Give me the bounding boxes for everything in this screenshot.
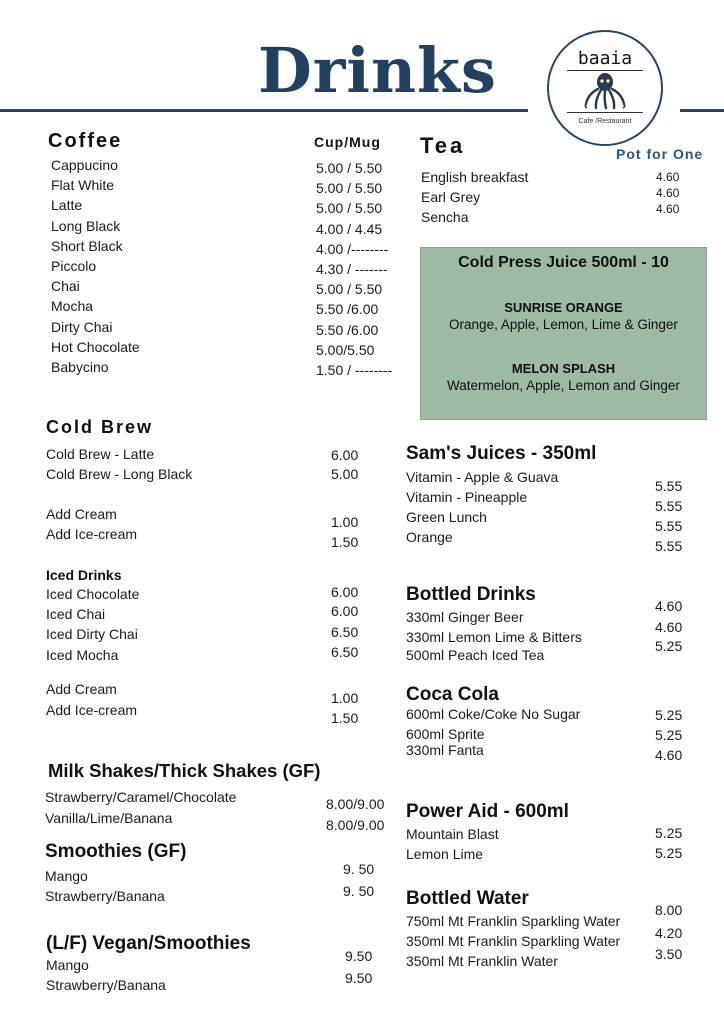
octopus-icon bbox=[582, 70, 628, 110]
cold-brew-heading: Cold Brew bbox=[46, 417, 154, 437]
page-title: Drinks bbox=[258, 34, 497, 107]
menu-item-price: 8.00/9.00 bbox=[326, 796, 385, 812]
menu-item-name: Mountain Blast bbox=[406, 826, 499, 842]
menu-item-name: Chai bbox=[51, 278, 80, 295]
menu-item-name: Cappucino bbox=[51, 157, 118, 173]
menu-item-name: Strawberry/Caramel/Chocolate bbox=[45, 789, 237, 805]
coffee-heading: Coffee bbox=[48, 130, 123, 152]
menu-item-name: Vitamin - Apple & Guava bbox=[406, 469, 559, 485]
menu-item-price: 5.55 bbox=[655, 518, 683, 534]
menu-item-name: Cold Brew - Latte bbox=[46, 446, 155, 462]
menu-item-price: 1.50 / -------- bbox=[316, 362, 393, 378]
menu-item-name: 350ml Mt Franklin Water bbox=[406, 953, 558, 969]
menu-item-name: 330ml Ginger Beer bbox=[406, 609, 524, 625]
menu-item-name: Hot Chocolate bbox=[51, 338, 140, 355]
menu-item-name: Sencha bbox=[421, 209, 469, 225]
menu-item-name: Iced Dirty Chai bbox=[46, 626, 138, 642]
menu-item-price: 5.55 bbox=[655, 498, 683, 514]
menu-item-price: 1.00 bbox=[331, 690, 359, 706]
menu-item-name: Iced Chocolate bbox=[46, 586, 140, 602]
menu-item-price: 5.25 bbox=[655, 845, 683, 861]
coffee-cup-mug-header: Cup/Mug bbox=[314, 134, 381, 150]
menu-item-name: Piccolo bbox=[51, 258, 97, 274]
cold-press-juice-box bbox=[420, 247, 707, 420]
menu-item-name: 600ml Sprite bbox=[406, 726, 485, 742]
menu-item-name: Strawberry/Banana bbox=[46, 977, 166, 993]
bottled-water-heading: Bottled Water bbox=[406, 888, 529, 909]
menu-item-price: 5.00 / 5.50 bbox=[316, 180, 383, 197]
juice-name: MELON SPLASH bbox=[511, 361, 616, 376]
menu-item-name: Strawberry/Banana bbox=[45, 888, 165, 904]
menu-item-price: 5.00 / 5.50 bbox=[316, 281, 383, 298]
menu-item-price: 4.00 / 4.45 bbox=[316, 220, 383, 237]
menu-item-name: Lemon Lime bbox=[406, 846, 484, 862]
logo-rule-bottom bbox=[567, 112, 643, 113]
header-rule-left bbox=[0, 109, 528, 112]
menu-item-name: Mango bbox=[46, 957, 89, 973]
header-rule-right bbox=[680, 109, 724, 112]
menu-item-price: 4.20 bbox=[655, 925, 683, 941]
menu-item-price: 5.25 bbox=[655, 707, 683, 723]
menu-item-name: Add Ice-cream bbox=[46, 702, 138, 718]
menu-item-price: 1.00 bbox=[331, 514, 359, 530]
menu-item-price: 1.50 bbox=[331, 534, 359, 550]
menu-item-name: Dirty Chai bbox=[51, 318, 113, 335]
menu-item-name: English breakfast bbox=[421, 169, 529, 185]
menu-item-name: Green Lunch bbox=[406, 509, 487, 525]
menu-item-name: Iced Mocha bbox=[46, 647, 119, 663]
menu-item-name: Mocha bbox=[51, 298, 94, 315]
menu-item-price: 4.60 bbox=[656, 170, 680, 184]
menu-item-price: 8.00/9.00 bbox=[326, 817, 385, 833]
menu-item-name: 330ml Fanta bbox=[406, 742, 484, 758]
menu-item-name: Vitamin - Pineapple bbox=[406, 489, 528, 505]
menu-item-name: Iced Chai bbox=[46, 606, 106, 622]
menu-item-name: Add Cream bbox=[46, 681, 117, 697]
menu-item-price: 5.55 bbox=[655, 478, 683, 494]
menu-item-price: 4.60 bbox=[656, 186, 680, 200]
menu-item-price: 4.60 bbox=[655, 619, 683, 635]
menu-item-price: 6.50 bbox=[331, 644, 359, 660]
sams-juices-heading: Sam's Juices - 350ml bbox=[406, 443, 597, 464]
menu-item-price: 4.60 bbox=[655, 598, 683, 614]
logo-subtitle: Cafe /Restaurant bbox=[578, 118, 632, 125]
menu-item-name: Mango bbox=[45, 868, 88, 884]
tea-pot-for-one: Pot for One bbox=[616, 146, 704, 162]
menu-item-price: 9.50 bbox=[345, 948, 373, 964]
menu-item-name: 350ml Mt Franklin Sparkling Water bbox=[406, 933, 621, 949]
menu-item-name: 750ml Mt Franklin Sparkling Water bbox=[406, 913, 621, 929]
menu-item-price: 9. 50 bbox=[343, 883, 375, 899]
tea-heading: Tea bbox=[420, 133, 466, 158]
menu-item-price: 5.50 /6.00 bbox=[316, 321, 379, 338]
menu-item-name: Short Black bbox=[51, 237, 123, 254]
milkshakes-heading: Milk Shakes/Thick Shakes (GF) bbox=[48, 760, 321, 781]
menu-item-name: Add Cream bbox=[46, 506, 117, 522]
menu-item-price: 5.00 / 5.50 bbox=[316, 160, 383, 176]
menu-item-price: 5.55 bbox=[655, 538, 683, 554]
menu-item-price: 5.00/5.50 bbox=[316, 341, 375, 358]
menu-item-name: Earl Grey bbox=[421, 189, 481, 205]
iced-drinks-heading: Iced Drinks bbox=[46, 567, 122, 583]
restaurant-logo bbox=[547, 30, 663, 146]
menu-item-price: 5.25 bbox=[655, 825, 683, 841]
powerade-heading: Power Aid - 600ml bbox=[406, 801, 569, 822]
menu-item-name: Add Ice-cream bbox=[46, 526, 138, 542]
menu-item-name: Flat White bbox=[51, 177, 115, 194]
juice-description: Orange, Apple, Lemon, Lime & Ginger bbox=[449, 317, 678, 332]
menu-item-price: 5.00 / 5.50 bbox=[316, 200, 383, 217]
menu-item-name: Long Black bbox=[51, 217, 121, 234]
menu-item-name: 500ml Peach Iced Tea bbox=[406, 647, 545, 663]
menu-item-price: 5.50 /6.00 bbox=[316, 301, 379, 318]
menu-item-price: 9.50 bbox=[345, 970, 373, 986]
menu-item-price: 3.50 bbox=[655, 946, 683, 962]
menu-item-name: 330ml Lemon Lime & Bitters bbox=[406, 629, 582, 645]
menu-item-name: Latte bbox=[51, 197, 83, 214]
coca-cola-heading: Coca Cola bbox=[406, 684, 499, 705]
menu-item-price: 4.60 bbox=[656, 202, 680, 216]
menu-item-price: 4.60 bbox=[655, 747, 683, 763]
menu-item-price: 5.25 bbox=[655, 638, 683, 654]
menu-item-name: Vanilla/Lime/Banana bbox=[45, 810, 173, 826]
menu-item-price: 5.00 bbox=[331, 466, 359, 482]
cold-press-title: Cold Press Juice 500ml - 10 bbox=[458, 254, 669, 271]
smoothies-heading: Smoothies (GF) bbox=[45, 841, 187, 862]
menu-item-name: Babycino bbox=[51, 359, 109, 375]
vegan-smoothies-heading: (L/F) Vegan/Smoothies bbox=[46, 933, 251, 954]
menu-item-price: 9. 50 bbox=[343, 861, 375, 877]
menu-item-price: 6.00 bbox=[331, 603, 359, 619]
juice-description: Watermelon, Apple, Lemon and Ginger bbox=[447, 378, 680, 393]
bottled-drinks-heading: Bottled Drinks bbox=[406, 584, 536, 605]
juice-name: SUNRISE ORANGE bbox=[504, 300, 623, 315]
menu-item-price: 6.00 bbox=[331, 447, 359, 463]
menu-item-price: 6.00 bbox=[331, 584, 359, 600]
menu-item-name: Orange bbox=[406, 529, 453, 545]
menu-item-price: 5.25 bbox=[655, 727, 683, 743]
menu-item-name: Cold Brew - Long Black bbox=[46, 466, 193, 482]
menu-item-price: 4.30 / ------- bbox=[316, 261, 388, 277]
menu-item-price: 8.00 bbox=[655, 902, 683, 918]
logo-name: baaia bbox=[577, 48, 633, 69]
menu-item-price: 1.50 bbox=[331, 710, 359, 726]
menu-item-price: 4.00 /-------- bbox=[316, 240, 389, 257]
menu-item-price: 6.50 bbox=[331, 624, 359, 640]
menu-item-name: 600ml Coke/Coke No Sugar bbox=[406, 706, 581, 722]
